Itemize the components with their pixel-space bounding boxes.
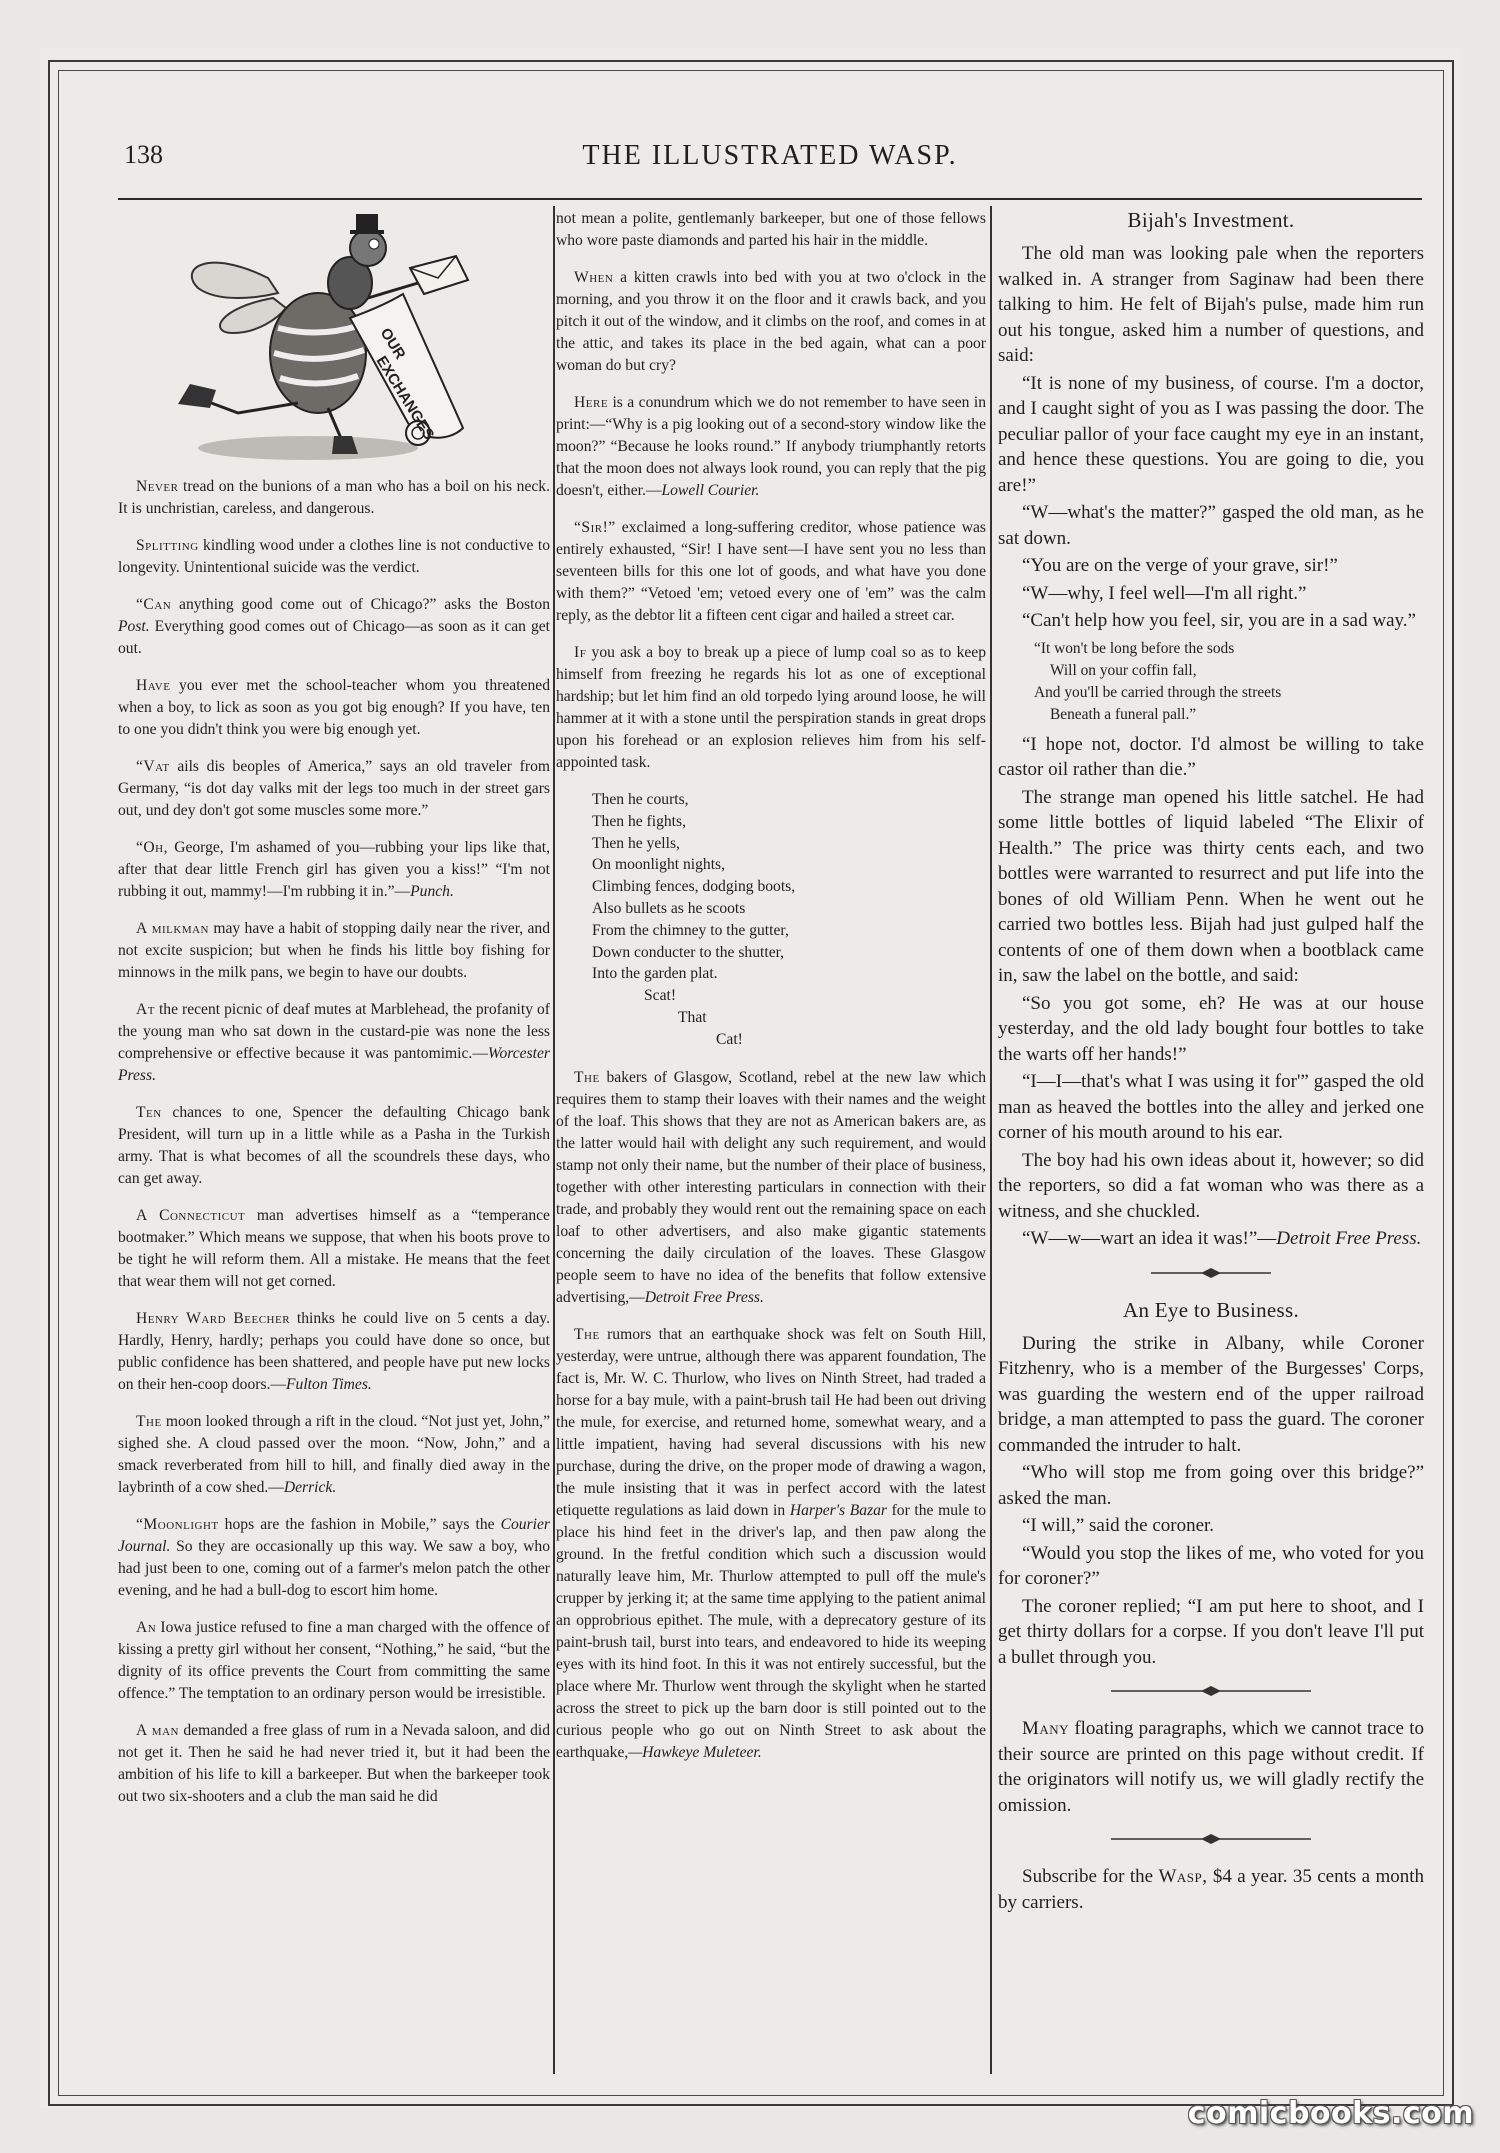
paragraph: “W—w—wart an idea it was!”—Detroit Free Press. xyxy=(1022,1228,1422,1249)
paragraph: “I will,” said the coroner. xyxy=(1022,1515,1215,1536)
paragraph: Splitting kindling wood under a clothes line is not conductive to longevity. Unintentional suicide was the verdict. xyxy=(118,537,550,576)
paragraph: The bakers of Glasgow, Scotland, rebel at the new law which requires them to stamp their loaves with their names and the weight of the loaf. This shows that they are not as American bakers are, as the latter would hail with delight any such requirement, and would stamp not only their name, but the number of their place of business, together with other interesting particulars in connection with their trade, and probably they would rent out the remaining space on each loaf to other advertisers, and also make gigantic statements concerning the daily circulation of the loaves. These Glasgow people seem to have no idea of the benefits that follow extensive advertising,—Detroit Free Press. xyxy=(556,1068,986,1306)
column-3 xyxy=(998,208,1424,1915)
paragraph: “Can anything good come out of Chicago?” asks the Boston Post. Everything good comes out of Chicago—as soon as it can get out. xyxy=(118,596,550,657)
funeral-verse xyxy=(998,638,1424,726)
credit-notice: Many floating paragraphs, which we cannot trace to their source are printed on this page without credit. If the originators will notify us, we will gladly rectify the omission. xyxy=(998,1718,1424,1816)
paragraph: Here is a conundrum which we do not remember to have seen in print:—“Why is a pig looking out of a second-story window like the moon?” “Because he looks round.” If anybody triumphantly retorts that the moon does not always look round, you can reply that the pig doesn't, either.—Lowell Courier. xyxy=(556,394,986,499)
ornament-icon xyxy=(1111,1828,1311,1850)
column-1 xyxy=(118,208,550,1823)
verse-line: Beneath a funeral pall.” xyxy=(1050,705,1197,723)
paragraph: A milkman may have a habit of stopping daily near the river, and not excite suspicion; but when he finds his little boy fishing for minnows in the milk pans, we begin to have our doubts. xyxy=(118,920,551,981)
poem-line: Into the garden plat. xyxy=(592,965,718,983)
poem-line: From the chimney to the gutter, xyxy=(592,921,789,939)
page-title: THE ILLUSTRATED WASP. xyxy=(582,140,958,171)
paragraph: During the strike in Albany, while Coroner Fitzhenry, who is a member of the Burgesses' Corps, was guarding the western end of the upper railroad bridge, a man attempted to pass the guard. The coroner commanded the intruder to halt. xyxy=(998,1332,1424,1456)
poem-line: Down conducter to the shutter, xyxy=(592,943,785,961)
poem-line: Cat! xyxy=(716,1030,743,1048)
paragraph: “Moonlight hops are the fashion in Mobile,” says the Courier Journal. So they are occasionally up this way. We saw a boy, who had just been to one, coming out of a farmer's melon patch the other evening, and he had a bull-dog to escort him home. xyxy=(118,1516,550,1599)
column-rule-1 xyxy=(553,206,555,2074)
paragraph: The strange man opened his little satchel. He had some little bottles of liquid labeled “The Elixir of Health.” The price was thirty cents each, and two bottles were warranted to resurrect and put life into the bones of old William Penn. When he went out he carried two bottles less. Bijah had just gulped half the contents of one of them down when a bootblack came in, saw the label on the bottle, and said: xyxy=(998,786,1424,986)
paragraph: “Would you stop the likes of me, who voted for you for coroner?” xyxy=(998,1542,1424,1589)
paragraph: At the recent picnic of deaf mutes at Marblehead, the profanity of the young man who sat down in the custard-pie was none the less comprehensive or effective because it was pantomimic.—Worcester Press. xyxy=(118,1001,550,1084)
poem-line: Then he yells, xyxy=(592,834,680,852)
paragraph: Henry Ward Beecher thinks he could live on 5 cents a day. Hardly, Henry, hardly; perhaps you could have done so once, but public confidence has been shattered, and people have put new locks on their hen-coop doors.—Fulton Times. xyxy=(118,1310,550,1393)
column-2 xyxy=(556,208,986,1779)
article-title-eye: An Eye to Business. xyxy=(1122,1297,1300,1322)
paragraph: Have you ever met the school-teacher whom you threatened when a boy, to lick as soon as you got big enough? If you have, ten to one you didn't think you were big enough yet. xyxy=(118,677,550,738)
paragraph: The rumors that an earthquake shock was felt on South Hill, yesterday, were untrue, although there was apparent foundation, The fact is, Mr. W. C. Thurlow, who lives on Ninth Street, had traded a horse for a bay mule, with a paint-brush tail He had been out driving the mule, for exercise, and returned home, somewhat weary, and a little impatient, having had several discussions with his new purchase, during the drive, on the proper mode of drawing a wagon, the mule insisting that it was in perfect accord with the latest etiquette regulations as laid down in Harper's Bazar for the mule to place his hind feet in the driver's lap, and then paw along the ground. In the fretful condition which such a discussion would naturally leave him, Mr. Thurlow attempted to pull off the mule's crupper by jerking it; at the same time applying to the patient animal an opprobrious epithet. The mule, with a deprecatory gesture of its paint-brush tail, burst into tears, and endeavored to hide its weeping eyes with its hind foot. In this it was not entirely successful, but the place where Mr. Thurlow went through the skylight when he started across the street to pick up the barn door is still pointed out to the curious people who go out on Ninth Street to ask about the earthquake,—Hawkeye Muleteer. xyxy=(556,1325,986,1761)
paragraph: “Oh, George, I'm ashamed of you—rubbing your lips like that, after that dear little French girl has given you a kiss!” “I'm not rubbing it out, mammy!—I'm rubbing it in.”—Punch. xyxy=(118,839,550,900)
paragraph: “Vat ails dis beoples of America,” says an old traveler from Germany, “is dot day valks mit der legs too much in der street gars out, und dey don't got some muscles some more.” xyxy=(118,758,550,819)
paragraph: “So you got some, eh? He was at our house yesterday, and the old lady bought four bottles to take the warts off her hands!” xyxy=(998,992,1424,1065)
paragraph: “You are on the verge of your grave, sir!” xyxy=(1022,555,1338,576)
ornament-icon xyxy=(1151,1262,1271,1284)
column-rule-2 xyxy=(990,206,992,2074)
page-header xyxy=(120,128,1420,178)
paragraph: “W—why, I feel well—I'm all right.” xyxy=(1022,582,1307,604)
paragraph: The coroner replied; “I am put here to shoot, and I get thirty dollars for a corpse. If you don't leave I'll put a bullet through you. xyxy=(998,1595,1424,1668)
paragraph: The boy had his own ideas about it, however; so did the reporters, so did a fat woman who was there as a witness, and she chuckled. xyxy=(998,1149,1424,1222)
poem-line: Then he fights, xyxy=(592,812,686,830)
watermark: comicbooks.com xyxy=(1187,2096,1474,2131)
poem-line: Scat! xyxy=(644,987,677,1005)
poem-line: Then he courts, xyxy=(592,791,689,808)
ornament-icon xyxy=(1111,1680,1311,1702)
paragraph: An Iowa justice refused to fine a man charged with the offence of kissing a pretty girl without her consent, “Nothing,” he said, “but the dignity of its office prevents the Court from committing the same offence.” The temptation to an ordinary person would be irresistible. xyxy=(118,1619,550,1702)
poem-line: That xyxy=(678,1008,707,1026)
page-number: 138 xyxy=(124,140,163,169)
banner-text-line1: OUR xyxy=(376,325,409,363)
header-rule xyxy=(118,198,1422,200)
wasp-illustration xyxy=(118,208,550,470)
paragraph: “I hope not, doctor. I'd almost be willing to take castor oil rather than die.” xyxy=(998,733,1424,780)
cat-poem xyxy=(556,789,986,1051)
paragraph: not mean a polite, gentlemanly barkeeper, but one of those fellows who wore paste diamonds and parted his hair in the middle. xyxy=(556,210,986,249)
paragraph: “Sir!” exclaimed a long-suffering creditor, whose patience was entirely exhausted, “Sir! I have sent—I have sent you no less than seventeen bills for this one lot of goods, and what have you done with them?” “Vetoed 'em; vetoed every one of 'em” was the calm reply, as the debtor lit a fifteen cent cigar and hailed a street car. xyxy=(556,519,986,624)
paragraph: “W—what's the matter?” gasped the old man, as he sat down. xyxy=(998,502,1424,549)
verse-line: Will on your coffin fall, xyxy=(1050,661,1197,679)
paragraph: When a kitten crawls into bed with you at two o'clock in the morning, and you throw it on the floor and it crawls back, and you pitch it out of the window, and it climbs on the roof, and comes in at the attic, and takes its place in the bed again, what can a poor woman do but cry? xyxy=(556,269,986,374)
paragraph: Never tread on the bunions of a man who has a boil on his neck. It is unchristian, careless, and dangerous. xyxy=(118,478,550,517)
verse-line: And you'll be carried through the streets xyxy=(1034,683,1282,701)
paragraph: A man demanded a free glass of rum in a Nevada saloon, and did not get it. Then he said he had never tried it, but it had been the ambition of his life to kill a barkeeper. But when the barkeeper took out two six-shooters and a club the man said he did xyxy=(118,1722,550,1805)
paragraph: “Who will stop me from going over this bridge?” asked the man. xyxy=(998,1462,1424,1509)
ornament-divider xyxy=(998,1680,1424,1702)
poem-line: Also bullets as he scoots xyxy=(592,899,746,917)
poem-line: On moonlight nights, xyxy=(592,856,725,874)
article-title-bijah: Bijah's Investment. xyxy=(1127,208,1295,232)
paragraph: “Can't help how you feel, sir, you are in a sad way.” xyxy=(1022,610,1416,631)
paragraph: A Connecticut man advertises himself as a “temperance bootmaker.” Which means we suppose, that when his boots prove to be tight he will reform them. All a mistake. He means that the feet that wear them will not get corned. xyxy=(118,1207,550,1290)
paragraph: The moon looked through a rift in the cloud. “Not just yet, John,” sighed she. A cloud passed over the moon. “Now, John,” and a smack reverberated from hill to hill, and finally died away in the laybrinth of a cow shed.—Derrick. xyxy=(118,1413,550,1496)
poem-line: Climbing fences, dodging boots, xyxy=(592,878,796,896)
verse-line: “It won't be long before the sods xyxy=(1034,639,1235,657)
paragraph: “I—I—that's what I was using it for'” gasped the old man as heaved the bottles into the alley and jerked one corner of his mouth around to his ear. xyxy=(998,1071,1424,1143)
paragraph: The old man was looking pale when the reporters walked in. A stranger from Saginaw had been there talking to him. He felt of Bijah's pulse, made him run out his tongue, asked him a number of questions, and said: xyxy=(998,243,1424,366)
ornament-divider xyxy=(998,1262,1424,1284)
wasp-mascot-icon xyxy=(118,208,550,470)
paragraph: “It is none of my business, of course. I'm a doctor, and I caught sight of you as I was passing the door. The peculiar pallor of your face caught my eye in an instant, and hence these questions. You are going to die, you are!” xyxy=(998,372,1424,496)
ornament-divider xyxy=(998,1828,1424,1850)
subscribe-notice: Subscribe for the Wasp, $4 a year. 35 cents a month by carriers. xyxy=(998,1866,1425,1913)
paragraph: Ten chances to one, Spencer the defaulting Chicago bank President, will turn up in a little while as a Pasha in the Turkish army. That is what becomes of all the scoundrels these days, who can get away. xyxy=(118,1104,550,1187)
paragraph: If you ask a boy to break up a piece of lump coal so as to keep himself from freezing he regards his lot as one of exceptional hardship; but let him find an old torpedo lying around loose, he will hammer at it with a stone until the perspiration stands in great drops upon his forehead or an explosion relieves him from his self-appointed task. xyxy=(556,644,986,771)
banner-text-line2: EXCHANGES xyxy=(372,353,438,443)
